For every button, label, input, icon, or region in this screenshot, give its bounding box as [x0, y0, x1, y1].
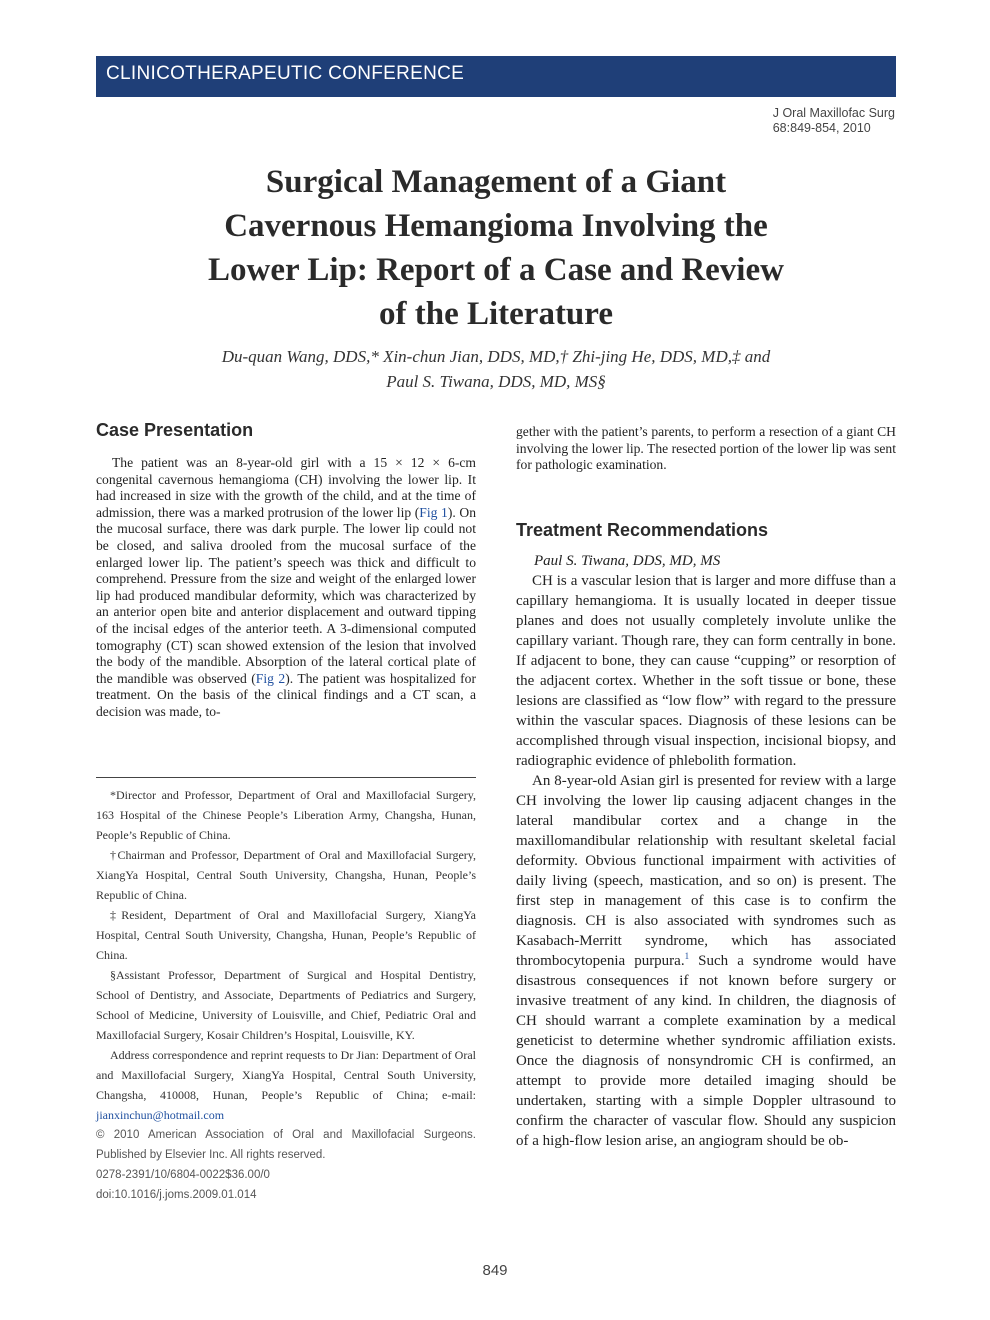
- doi: doi:10.1016/j.joms.2009.01.014: [96, 1189, 257, 1201]
- title-line: Lower Lip: Report of a Case and Review: [208, 252, 784, 288]
- footnote: §Assistant Professor, Department of Surgical and Hospital Dentistry, School of Dentistry, and Associate, Departments of Pediatrics and Surgery, School of Medicine, University of Louisville, and Chief, Pediatric Oral and Maxillofacial Surgery, Kosair Children’s Hospital, Louisville, KY.: [96, 968, 476, 1042]
- treatment-paragraph: CH is a vascular lesion that is larger and more diffuse than a capillary hemangioma. It is usually located in deeper tissue planes and does not usually completely involute unlike the capillary variant. Though rare, they can form centrally in bone. If adjacent to bone, they can cause “cupping” or resorption of the adjacent cortex. Whether in the soft tissue or bone, these lesions are classified as “low flow” with regard to the pressure within the vascular spaces. Diagnosis of these lesions can be accomplished through visual inspection, incisional biopsy, and radiographic evidence of phlebolith formation.: [516, 572, 896, 769]
- section-label: CLINICOTHERAPEUTIC CONFERENCE: [106, 63, 465, 84]
- figure-2-link[interactable]: Fig 2: [255, 670, 286, 686]
- footnote: †Chairman and Professor, Department of Oral and Maxillofacial Surgery, XiangYa Hospital, Central South University, Changsha, Hunan, People’s Republic of China.: [96, 848, 476, 902]
- correspondence-footnote: [96, 1045, 476, 1125]
- case-presentation-heading: Case Presentation: [96, 420, 254, 440]
- case-presentation-paragraph: [96, 455, 476, 721]
- title-line: Surgical Management of a Giant: [265, 164, 727, 200]
- journal-citation: [773, 106, 895, 136]
- page-number: 849: [482, 1262, 508, 1279]
- issn: 0278-2391/10/6804-0022$36.00/0: [96, 1169, 270, 1181]
- text-run: An 8-year-old Asian girl is presented for review with a large CH involving the lower lip causing adjacent changes in the lateral mandibular cortex and a change in the maxillomandibular relationship with resultant skeletal facial deformity. Obvious functional impairment with activities of daily living (speech, mastication, and so on) is present. The first step in management of this case is to confirm the diagnosis. CH is also associated with syndromes such as Kasabach-Merritt syndrome, which has associated thrombocytopenia purpura.: [516, 772, 896, 969]
- authors-line: Du-quan Wang, DDS,* Xin-chun Jian, DDS, MD,† Zhi-jing He, DDS, MD,‡ and: [221, 347, 771, 366]
- left-column: [96, 420, 476, 721]
- footnotes: [96, 785, 476, 1205]
- treatment-paragraph: [516, 771, 896, 1151]
- footnote-divider: [96, 777, 476, 778]
- text-run: Address correspondence and reprint requests to Dr Jian: Department of Oral and Maxillofacial Surgery, XiangYa Hospital, Central South University, Changsha, 410008, Hunan, People’s Republic of China; e-mail:: [96, 1048, 476, 1102]
- footnote: *Director and Professor, Department of Oral and Maxillofacial Surgery, 163 Hospital of the Chinese People’s Liberation Army, Changsha, Hunan, People’s Republic of China.: [96, 788, 476, 842]
- treatment-byline: Paul S. Tiwana, DDS, MD, MS: [534, 552, 721, 569]
- text-run: Such a syndrome would have disastrous consequences if not known before surgery or invasive treatment of any kind. In children, the diagnosis of CH should warrant a complete examination by a medical geneticist to determine whether syndromic affiliation exists. Once the diagnosis of nonsyndromic CH is confirmed, an attempt to provide more detailed imaging should be undertaken, starting with a simple Doppler ultrasound to confirm the character of vascular flow. Should any suspicion of a high-flow lesion arise, an angiogram should be ob-: [516, 952, 896, 1149]
- title-line: Cavernous Hemangioma Involving the: [224, 208, 768, 244]
- text-run: ). The patient was hospitalized for treatment. On the basis of the clinical findings and a CT scan, a decision was made, to-: [96, 670, 476, 719]
- case-presentation-continued: gether with the patient’s parents, to perform a resection of a giant CH involving the lower lip. The resected portion of the lower lip was sent for pathologic examination.: [516, 424, 896, 473]
- article-title: [96, 160, 896, 336]
- journal-name: J Oral Maxillofac Surg: [772, 106, 895, 120]
- journal-volume: 68:849-854, 2010: [772, 121, 871, 135]
- text-run: The patient was an 8-year-old girl with a 15 × 12 × 6-cm congenital cavernous hemangioma (CH) involving the lower lip. It had increased in size with the growth of the child, and at the time of admission, there was a marked protrusion of the lower lip (: [96, 455, 476, 520]
- title-line: of the Literature: [379, 296, 613, 332]
- text-run: ). On the mucosal surface, there was dark purple. The lower lip could not be closed, and saliva drooled from the mucosal surface of the enlarged lower lip. The patient’s speech was thick and difficult to comprehend. Pressure from the size and weight of the enlarged lower lip had produced mandibular deformity, which was characterized by an anterior open bite and anterior displacement and outward tipping of the incisal edges of the anterior teeth. A 3-dimensional computed tomography (CT) scan showed extension of the lesion that involved the body of the mandible. Absorption of the lateral cortical plate of the mandible was observed (: [96, 504, 476, 686]
- footnote: ‡Resident, Department of Oral and Maxillofacial Surgery, XiangYa Hospital, Central South University, Changsha, Hunan, People’s Republic of China.: [96, 908, 476, 962]
- copyright: © 2010 American Association of Oral and Maxillofacial Surgeons. Published by Elsevier Inc. All rights reserved.: [96, 1129, 476, 1161]
- email-link[interactable]: jianxinchun@hotmail.com: [96, 1108, 225, 1122]
- figure-1-link[interactable]: Fig 1: [419, 504, 448, 520]
- authors-line: Paul S. Tiwana, DDS, MD, MS§: [386, 372, 606, 391]
- author-list: [96, 344, 896, 394]
- treatment-heading: Treatment Recommendations: [516, 519, 769, 540]
- right-column: [516, 424, 896, 1151]
- section-banner: [96, 56, 896, 97]
- reference-1-link[interactable]: 1: [684, 950, 690, 961]
